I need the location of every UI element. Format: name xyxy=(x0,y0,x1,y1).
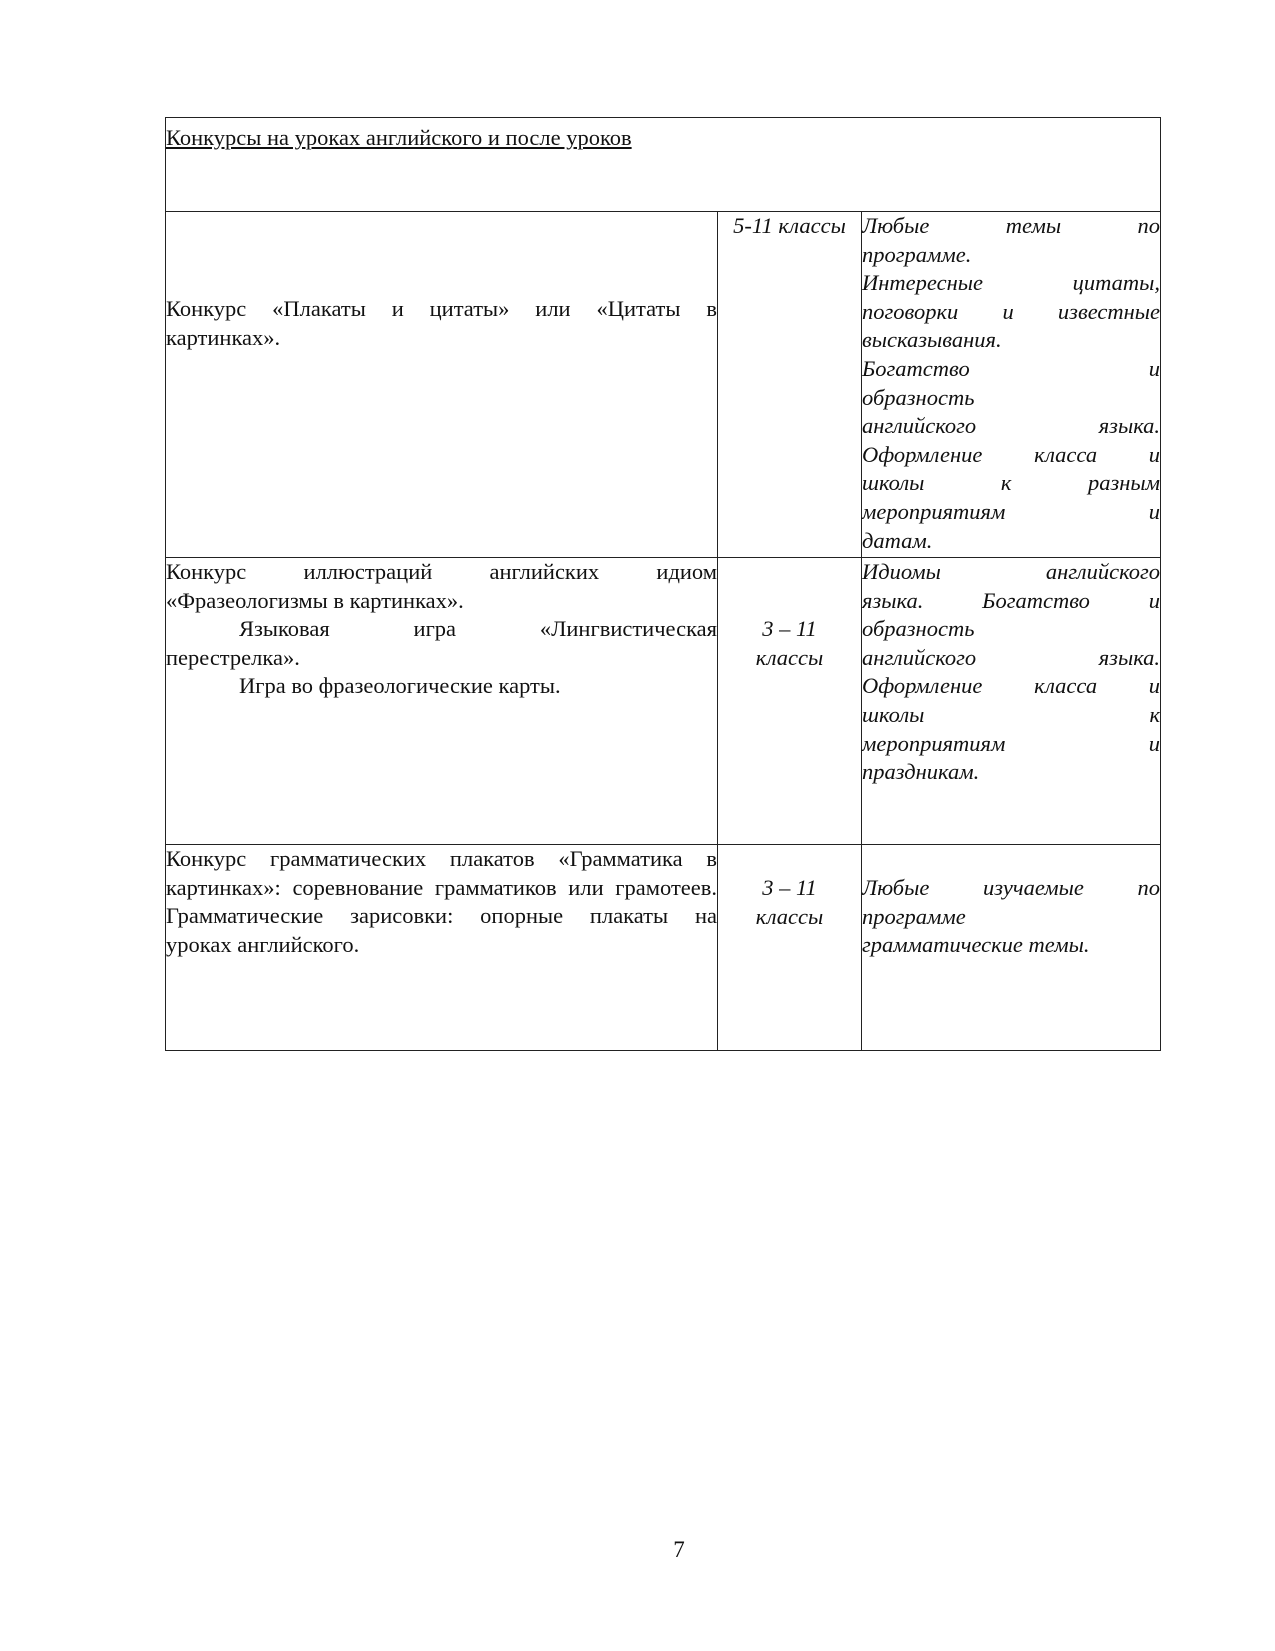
table-header-cell xyxy=(166,118,1161,212)
grades-cell xyxy=(718,212,862,558)
topics-cell xyxy=(862,845,1161,1051)
activities-table xyxy=(165,117,1161,1051)
activity-cell xyxy=(166,558,718,845)
activity-line: уроках английского. xyxy=(166,931,360,957)
topics-line: поговорки и известные xyxy=(862,298,1161,324)
topics-line: Интересные цитаты, xyxy=(862,270,1161,296)
activity-line: Конкурс «Плакаты и цитаты» или «Цитаты в xyxy=(166,296,717,321)
activity-line: Конкурс иллюстраций английских идиом xyxy=(166,559,717,584)
topics-cell xyxy=(862,558,1161,845)
topics-cell xyxy=(862,212,1161,558)
topics-line: языка. Богатство и xyxy=(862,587,1161,613)
grades-cell xyxy=(718,845,862,1051)
topics-line: программе xyxy=(862,903,966,929)
table-row xyxy=(166,558,1161,845)
table-row xyxy=(166,212,1161,558)
topics-line: высказывания. xyxy=(862,327,1002,353)
activity-line: перестрелка». xyxy=(166,644,300,670)
topics-line: Богатство и xyxy=(862,355,1161,381)
topics-line: школы к xyxy=(862,701,1161,727)
grades-range: 3 – 11 xyxy=(762,875,817,900)
activity-line: «Фразеологизмы в картинках». xyxy=(166,587,464,613)
activity-line: картинках»: соревнование грамматиков или грамотеев. xyxy=(166,874,717,900)
page-number: 7 xyxy=(673,1537,685,1562)
grades-cell xyxy=(718,558,862,845)
activity-line: Игра во фразеологические карты. xyxy=(239,673,561,699)
table-header-title: Конкурсы на уроках английского и после уроков xyxy=(166,125,632,150)
topics-line: грамматические темы. xyxy=(862,932,1090,958)
grades-text: 5-11 классы xyxy=(733,213,846,238)
topics-line: образность xyxy=(862,384,975,410)
activity-line: Языковая игра «Лингвистическая xyxy=(239,616,717,642)
topics-line: Идиомы английского xyxy=(862,559,1161,584)
topics-line: Оформление класса и xyxy=(862,673,1161,699)
grades-label: классы xyxy=(755,644,824,670)
topics-line: английского языка. xyxy=(862,413,1161,439)
topics-line: мероприятиям и xyxy=(862,730,1161,756)
topics-line: датам. xyxy=(862,527,933,553)
topics-line: мероприятиям и xyxy=(862,498,1161,524)
topics-line: Оформление класса и xyxy=(862,441,1161,467)
topics-line: школы к разным xyxy=(862,470,1161,496)
activity-line: Грамматические зарисовки: опорные плакаты на xyxy=(166,903,717,929)
topics-line: праздникам. xyxy=(862,759,980,785)
topics-line: Любые темы по xyxy=(862,213,1161,238)
activity-line: Конкурс грамматических плакатов «Грамматика в xyxy=(166,846,717,871)
activity-cell xyxy=(166,212,718,558)
table-row xyxy=(166,845,1161,1051)
topics-line: образность xyxy=(862,616,975,642)
topics-line: программе. xyxy=(862,241,972,267)
activity-line: картинках». xyxy=(166,324,281,350)
grades-range: 3 – 11 xyxy=(762,616,817,641)
activity-cell xyxy=(166,845,718,1051)
grades-label: классы xyxy=(755,903,824,929)
topics-line: английского языка. xyxy=(862,644,1161,670)
table-header-row xyxy=(166,118,1161,212)
topics-line: Любые изучаемые по xyxy=(862,875,1161,900)
